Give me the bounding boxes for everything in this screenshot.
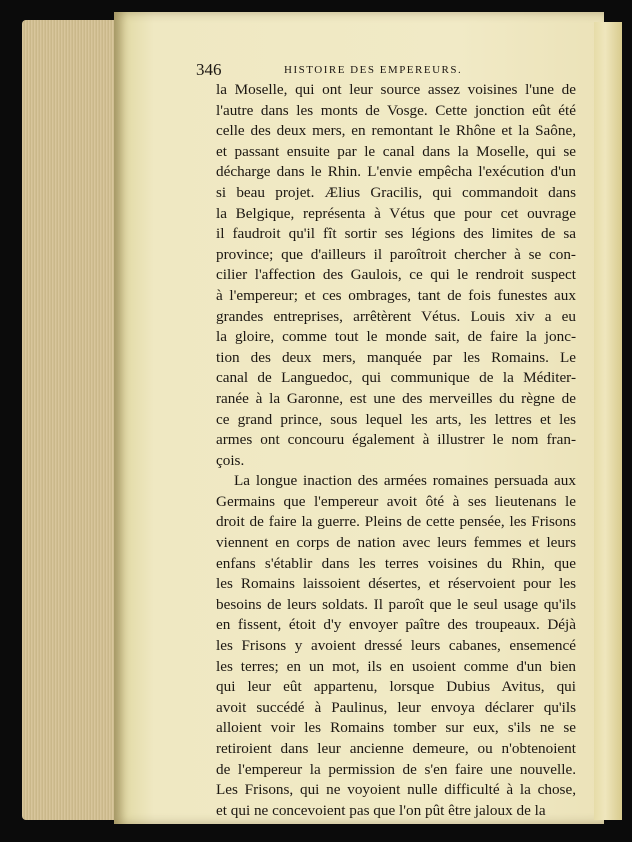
body-text bbox=[216, 80, 576, 821]
text-line: çois. bbox=[216, 451, 245, 469]
text-line: ce grand prince, sous lequel les arts, les lettres et les bbox=[216, 410, 576, 428]
text-line: et passant ensuite par le canal dans la Moselle, qui se bbox=[216, 142, 576, 160]
text-line: l'autre dans les monts de Vosge. Cette jonction eût été bbox=[216, 101, 576, 119]
paragraph-2 bbox=[216, 471, 576, 821]
text-line: viennent en corps de nation avec leurs femmes et leurs bbox=[216, 534, 576, 552]
text-line: les Romains laissoient désertes, et réservoient pour les bbox=[216, 575, 576, 593]
text-line: décharge dans le Rhin. L'envie empêcha l'exécution d'un bbox=[216, 163, 576, 181]
text-line: besoins de leurs soldats. Il paroît que le seul usage qu'ils bbox=[216, 595, 576, 613]
text-line: la gloire, comme tout le monde sait, de faire la jonc- bbox=[216, 328, 576, 346]
page-number: 346 bbox=[196, 60, 222, 79]
text-line: canal de Languedoc, qui communique de la Méditer- bbox=[216, 369, 576, 387]
text-line: province; que d'ailleurs il paroîtroit chercher à se con- bbox=[216, 245, 576, 263]
text-line: de l'empereur la permission de s'en faire une nouvelle. bbox=[216, 760, 576, 778]
running-title: HISTOIRE DES EMPEREURS. bbox=[284, 64, 463, 76]
text-line: les terres; en un mot, ils en usoient comme d'un bien bbox=[216, 657, 576, 675]
text-line: tion des deux mers, manquée par les Romains. Le bbox=[216, 348, 576, 366]
text-line: grandes entreprises, arrêtèrent Vétus. Louis xiv a eu bbox=[216, 307, 576, 325]
text-line: à l'empereur; et ces ombrages, tant de fois funestes aux bbox=[216, 286, 576, 304]
facing-page-edge bbox=[594, 22, 622, 820]
text-line: enfans s'établir dans les terres voisines du Rhin, que bbox=[216, 554, 576, 572]
text-line: les Frisons y avoient dressé leurs cabanes, ensemencé bbox=[216, 637, 576, 655]
text-line: armes ont concouru également à illustrer le nom fran- bbox=[216, 431, 576, 449]
text-line: ranée à la Garonne, est une des merveilles du règne de bbox=[216, 389, 576, 407]
text-line: avoit succédé à Paulinus, leur envoya déclarer qu'ils bbox=[216, 698, 576, 716]
text-line: droit de faire la guerre. Pleins de cette pensée, les Frisons bbox=[216, 513, 576, 531]
text-line: celle des deux mers, en remontant le Rhône et la Saône, bbox=[216, 122, 576, 140]
page-edges bbox=[22, 20, 122, 820]
text-line: il faudroit qu'il fît sortir ses légions des limites de sa bbox=[216, 225, 576, 243]
text-line: et qui ne concevoient pas que l'on pût être jaloux de la bbox=[216, 801, 546, 819]
paragraph-1 bbox=[216, 80, 576, 471]
text-line: en fissent, étoit d'y envoyer paître des troupeaux. Déjà bbox=[216, 616, 576, 634]
text-line: Germains que l'empereur avoit ôté à ses lieutenans le bbox=[216, 492, 576, 510]
text-line: retiroient dans leur ancienne demeure, ou n'obtenoient bbox=[216, 740, 576, 757]
text-line: Les Frisons, qui ne voyoient nulle difficulté à la chose, bbox=[216, 781, 576, 799]
text-line: si beau projet. Ælius Gracilis, qui commandoit dans bbox=[216, 183, 576, 201]
text-line: la Moselle, qui ont leur source assez voisines l'une de bbox=[216, 81, 576, 98]
text-line: cilier l'affection des Gaulois, ce qui le rendroit suspect bbox=[216, 266, 576, 284]
text-line: La longue inaction des armées romaines persuada aux bbox=[234, 472, 576, 490]
text-line: alloient voir les Romains tomber sur eux, s'ils ne se bbox=[216, 719, 576, 737]
text-line: qui leur eût appartenu, lorsque Dubius Avitus, qui bbox=[216, 678, 576, 696]
text-line: la Belgique, représenta à Vétus que pour cet ouvrage bbox=[216, 204, 576, 222]
